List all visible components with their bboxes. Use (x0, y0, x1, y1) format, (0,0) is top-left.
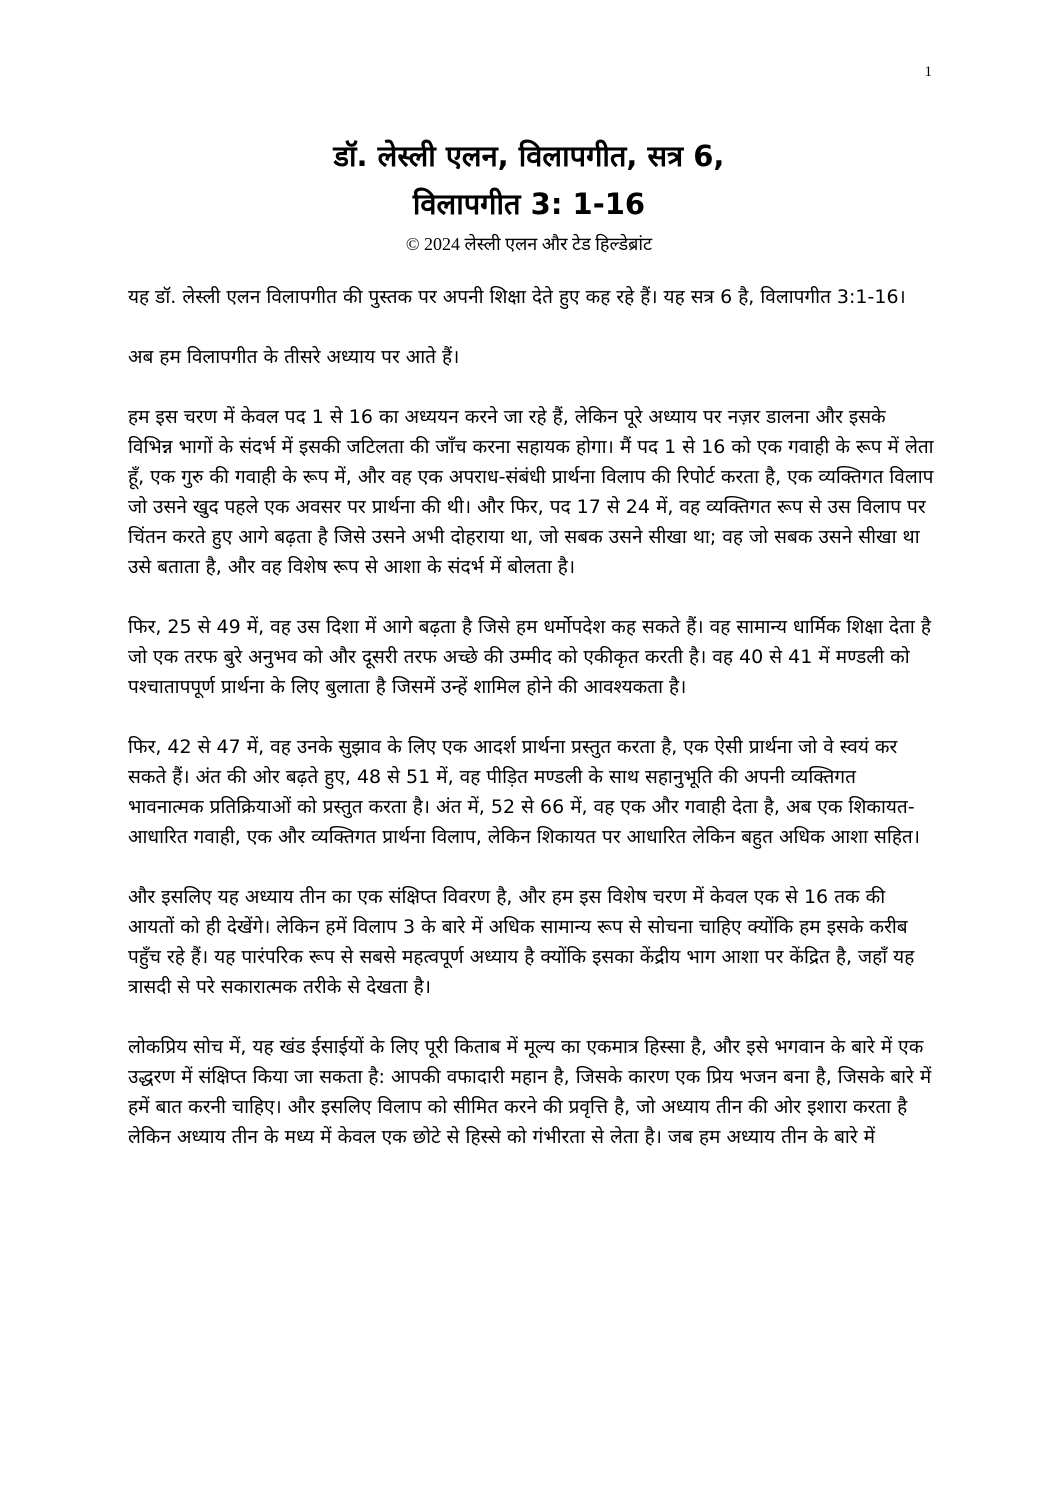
paragraph-chapter-three: अब हम विलापगीत के तीसरे अध्याय पर आते हैं। (128, 346, 460, 368)
paragraph-verses-42-66: फिर, 42 से 47 में, वह उनके सुझाव के लिए एक आदर्श प्रार्थना प्रस्तुत करता है, एक ऐसी प्रार्थना जो वे स्वयं कर सकते हैं। अंत की ओर बढ़ते हुए, 48 से 51 में, वह पीड़ित मण्डली के साथ सहानुभूति की अपनी व्यक्तिगत भावनात्मक प्रतिक्रियाओं को प्रस्तुत करता है। अंत में, 52 से 66 में, वह एक और गवाही देता है, अब एक शिकायत-आधारित गवाही, एक और व्यक्तिगत प्रार्थना विलाप, लेकिन शिकायत पर आधारित लेकिन बहुत अधिक आशा सहित। (128, 736, 920, 848)
paragraph-popular-thinking: लोकप्रिय सोच में, यह खंड ईसाईयों के लिए पूरी किताब में मूल्य का एकमात्र हिस्सा है, और इसे भगवान के बारे में एक उद्धरण में संक्षिप्त किया जा सकता है: आपकी वफादारी महान है, जिसके कारण एक प्रिय भजन बना है, जिसके बारे में हमें बात करनी चाहिए। और इसलिए विलाप को सीमित करने की प्रवृत्ति है, जो अध्याय तीन की ओर इशारा करता है लेकिन अध्याय तीन के मध्य में केवल एक छोटे से हिस्से को गंभीरता से लेता है। जब हम अध्याय तीन के बारे में (128, 1036, 932, 1148)
paragraph-intro: यह डॉ. लेस्ली एलन विलापगीत की पुस्तक पर अपनी शिक्षा देते हुए कह रहे हैं। यह सत्र 6 है, विलापगीत 3:1-16। (128, 286, 906, 308)
paragraph-verses-1-24: हम इस चरण में केवल पद 1 से 16 का अध्ययन करने जा रहे हैं, लेकिन पूरे अध्याय पर नज़र डालना और इसके विभिन्न भागों के संदर्भ में इसकी जटिलता की जाँच करना सहायक होगा। मैं पद 1 से 16 को एक गवाही के रूप में लेता हूँ, एक गुरु की गवाही के रूप में, और वह एक अपराध-संबंधी प्रार्थना विलाप की रिपोर्ट करता है, एक व्यक्तिगत विलाप जो उसने खुद पहले एक अवसर पर प्रार्थना की थी। और फिर, पद 17 से 24 में, वह व्यक्तिगत रूप से उस विलाप पर चिंतन करते हुए आगे बढ़ता है जिसे उसने अभी दोहराया था, जो सबक उसने सीखा था; वह जो सबक उसने सीखा था उसे बताता है, और वह विशेष रूप से आशा के संदर्भ में बोलता है। (128, 406, 934, 578)
paragraph-chapter-summary: और इसलिए यह अध्याय तीन का एक संक्षिप्त विवरण है, और हम इस विशेष चरण में केवल एक से 16 तक की आयतों को ही देखेंगे। लेकिन हमें विलाप 3 के बारे में अधिक सामान्य रूप से सोचना चाहिए क्योंकि हम इसके करीब पहुँच रहे हैं। यह पारंपरिक रूप से सबसे महत्वपूर्ण अध्याय है क्योंकि इसका केंद्रीय भाग आशा पर केंद्रित है, जहाँ यह त्रासदी से परे सकारात्मक तरीके से देखता है। (128, 886, 915, 998)
copyright-notice: © 2024 लेस्ली एलन और टेड हिल्डेब्रांट (405, 234, 653, 254)
document-title-line-1: डॉ. लेस्ली एलन, विलापगीत, सत्र 6, (333, 139, 725, 173)
paragraph-verses-25-49: फिर, 25 से 49 में, वह उस दिशा में आगे बढ़ता है जिसे हम धर्मोपदेश कह सकते हैं। वह सामान्य धार्मिक शिक्षा देता है जो एक तरफ बुरे अनुभव को और दूसरी तरफ अच्छे की उम्मीद को एकीकृत करती है। वह 40 से 41 में मण्डली को पश्चातापपूर्ण प्रार्थना के लिए बुलाता है जिसमें उन्हें शामिल होने की आवश्यकता है। (128, 616, 931, 698)
title-block (128, 132, 930, 258)
page-number: 1 (924, 64, 932, 80)
document-title-line-2: विलापगीत 3: 1-16 (412, 187, 646, 221)
document-body (128, 282, 936, 1182)
